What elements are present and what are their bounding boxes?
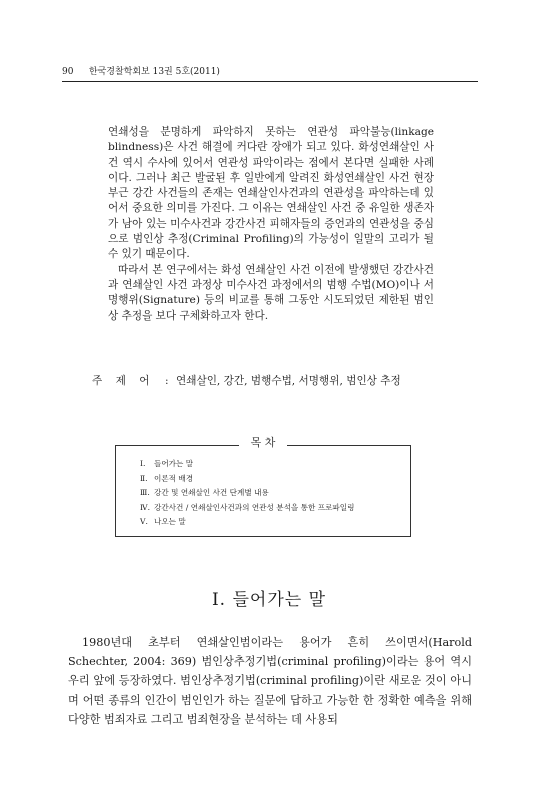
abstract-paragraph: 따라서 본 연구에서는 화성 연쇄살인 사건 이전에 발생했던 강간사건과 연쇄살인 사건 과정상 미수사건 과정에서의 범행 수법(MO)이나 서명행위(Signature) 등의 비교를 통해 그동안 시도되었던 제한된 범인상 추정을 보다 구체화하고자 한다. — [108, 263, 434, 322]
page-number: 90 — [62, 67, 74, 77]
toc-item — [140, 515, 410, 530]
toc-item-text: 이론적 배경 — [154, 473, 194, 483]
toc-item-number: Ⅰ. — [140, 459, 146, 468]
keywords-colon: : — [165, 375, 169, 387]
toc-item-number: Ⅱ. — [140, 473, 148, 483]
toc-item-number: Ⅲ. — [140, 488, 150, 498]
toc-title — [125, 435, 401, 451]
journal-citation: 한국경찰학회보 13권 5호(2011) — [88, 67, 220, 77]
toc-item-text: 강간사건 / 연쇄살인사건과의 연관성 분석을 통한 프로파일링 — [154, 502, 355, 512]
abstract-paragraph: 연쇄성을 분명하게 파악하지 못하는 연관성 파악불능(linkage blindness)은 사건 해결에 커다란 장애가 되고 있다. 화성연쇄살인 사건 역시 수사에 있어서 연관성 파악이라는 점에서 본다면 실패한 사례이다. 그러나 최근 발굴된 후 일반에게 알려진 화성연쇄살인 사건 현장 부근 강간 사건들의 존재는 연쇄살인사건과의 연관성을 파악하는데 있어서 중요한 의미를 가진다. 그 이유는 연쇄살인 사건 중 유일한 생존자가 남아 있는 미수사건과 강간사건 피해자들의 증언과의 연관성을 중심으로 범인상 추정(Criminal Profiling)의 가능성이 일말의 고리가 될 수 있기 때문이다. — [108, 126, 434, 261]
toc-item-number: Ⅴ. — [140, 517, 148, 527]
toc-item — [140, 501, 410, 516]
table-of-contents — [115, 445, 411, 537]
toc-item — [140, 486, 410, 501]
abstract — [108, 125, 434, 324]
body-text — [68, 633, 472, 729]
toc-item — [140, 457, 410, 472]
keywords-value: 연쇄살인, 강간, 범행수법, 서명행위, 범인상 추정 — [176, 375, 401, 387]
body-paragraph: 1980년대 초부터 연쇄살인범이라는 용어가 흔히 쓰이면서(Harold Schechter, 2004: 369) 범인상추정기법(criminal profiling)이라는 용어 역시 우리 앞에 등장하였다. 범인상추정기법(criminal profiling)이란 새로운 것이 아니며 어떤 종류의 인간이 범인인가 하는 질문에 답하고 가능한 한 정확한 예측을 위해 다양한 범죄자료 그리고 범죄현장을 분석하는 데 사용되 — [68, 636, 472, 726]
toc-item-text: 나오는 말 — [154, 517, 186, 527]
section-heading: Ⅰ. 들어가는 말 — [211, 590, 327, 610]
keywords-label: 주 제 어 — [92, 375, 155, 387]
toc-item-number: Ⅳ. — [140, 502, 151, 512]
header-rule — [62, 81, 478, 82]
toc-list — [116, 446, 410, 530]
toc-item-text: 강간 및 연쇄살인 사건 단계별 내용 — [154, 488, 269, 498]
toc-item — [140, 472, 410, 487]
running-header — [62, 66, 478, 78]
toc-title-text: 목 차 — [239, 436, 288, 449]
toc-item-text: 들어가는 말 — [154, 459, 194, 468]
